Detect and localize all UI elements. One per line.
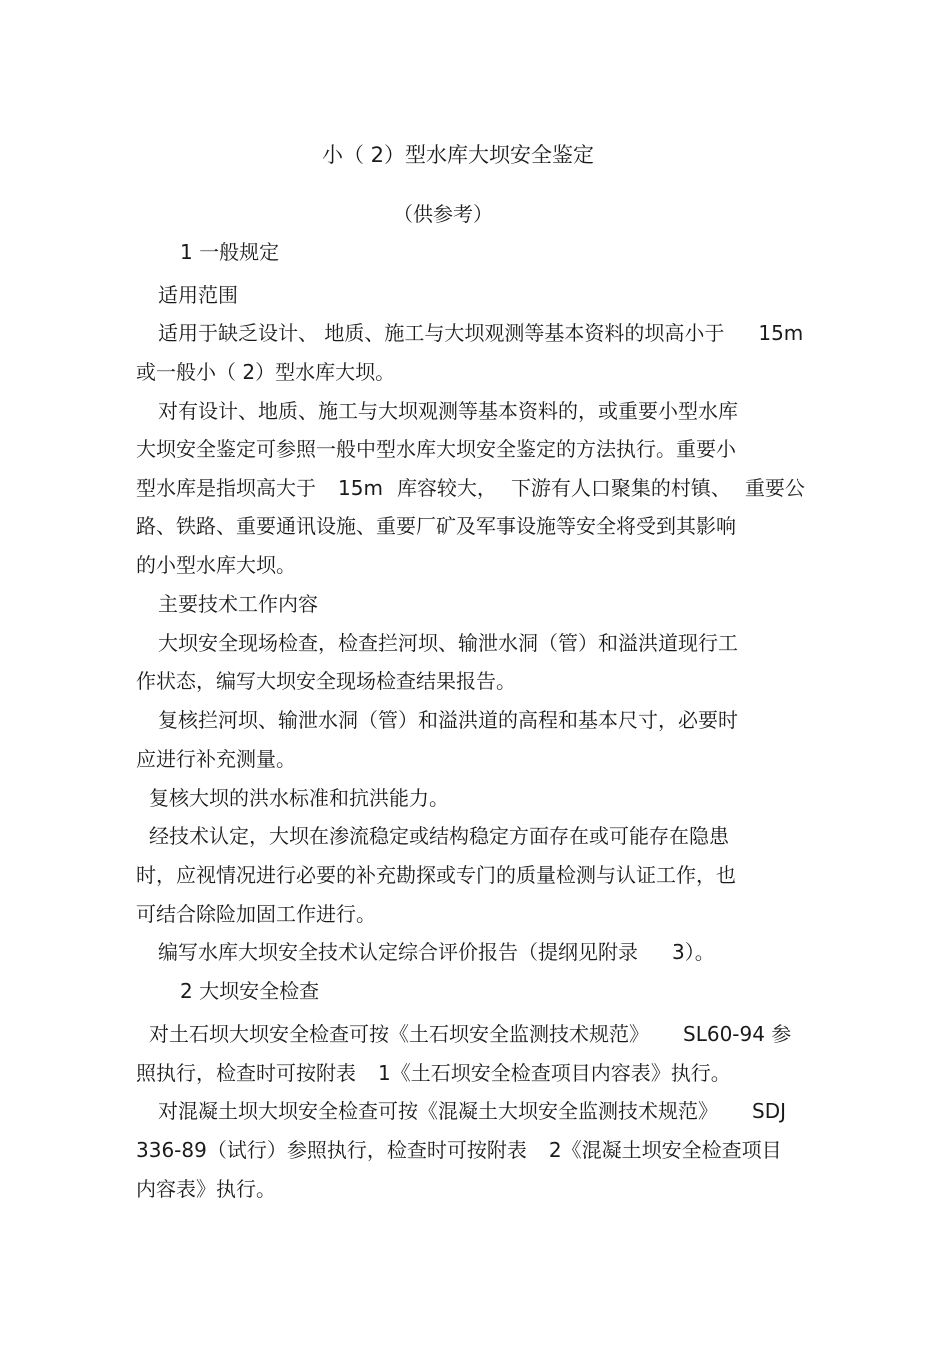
paragraph-line: 可结合除险加固工作进行。 xyxy=(136,902,376,926)
section-2-heading: 2 大坝安全检查 xyxy=(180,979,320,1003)
paragraph-line: 路、铁路、重要通讯设施、重要厂矿及军事设施等安全将受到其影响 xyxy=(136,514,736,538)
text-segment: 15m xyxy=(338,476,383,500)
text-segment: 适用于缺乏设计、 地质、施工与大坝观测等基本资料的坝高小于 xyxy=(158,321,725,345)
paragraph-line: 复核拦河坝、输泄水洞（管）和溢洪道的高程和基本尺寸，必要时 xyxy=(158,708,738,732)
paragraph-line xyxy=(136,1059,731,1087)
paragraph-line: 作状态，编写大坝安全现场检查结果报告。 xyxy=(136,669,516,693)
text-segment: 336-89（试行）参照执行，检查时可按附表 xyxy=(136,1138,527,1162)
paragraph-line xyxy=(158,938,715,966)
text-segment: 1《土石坝安全检查项目内容表》执行。 xyxy=(378,1061,731,1085)
paragraph-line: 对有设计、地质、施工与大坝观测等基本资料的，或重要小型水库 xyxy=(158,399,738,423)
paragraph-line xyxy=(136,474,805,502)
document-title: 小（ 2）型水库大坝安全鉴定 xyxy=(322,143,595,167)
text-segment: 15m xyxy=(758,321,804,345)
paragraph-line xyxy=(158,319,803,347)
subsection-tasks-heading: 主要技术工作内容 xyxy=(158,592,318,616)
subsection-scope-heading: 适用范围 xyxy=(158,283,238,307)
text-segment: 2《混凝土坝安全检查项目 xyxy=(548,1138,782,1162)
paragraph-line: 大坝安全鉴定可参照一般中型水库大坝安全鉴定的方法执行。重要小 xyxy=(136,437,736,461)
text-segment: 重要公 xyxy=(744,476,805,500)
paragraph-line: 内容表》执行。 xyxy=(136,1177,276,1201)
text-segment: 库容较大， xyxy=(396,476,497,500)
paragraph-line: 大坝安全现场检查，检查拦河坝、输泄水洞（管）和溢洪道现行工 xyxy=(158,631,738,655)
paragraph-line: 时，应视情况进行必要的补充勘探或专门的质量检测与认证工作，也 xyxy=(136,863,736,887)
text-segment: SL60-94 参 xyxy=(683,1022,792,1046)
text-segment: SDJ xyxy=(752,1099,786,1123)
paragraph-line: 经技术认定，大坝在渗流稳定或结构稳定方面存在或可能存在隐患 xyxy=(149,824,729,848)
text-segment: 对混凝土坝大坝安全检查可按《混凝土大坝安全监测技术规范》 xyxy=(158,1099,718,1123)
paragraph-line xyxy=(158,1097,786,1125)
paragraph-line: 复核大坝的洪水标准和抗洪能力。 xyxy=(149,786,449,810)
text-segment: 3）。 xyxy=(672,940,715,964)
text-segment: 照执行，检查时可按附表 xyxy=(136,1061,356,1085)
paragraph-line xyxy=(149,1020,791,1048)
paragraph-line xyxy=(136,1136,782,1164)
text-segment: 对土石坝大坝安全检查可按《土石坝安全监测技术规范》 xyxy=(149,1022,649,1046)
paragraph-line: 应进行补充测量。 xyxy=(136,747,296,771)
text-segment: 编写水库大坝安全技术认定综合评价报告（提纲见附录 xyxy=(158,940,638,964)
section-1-heading: 1 一般规定 xyxy=(180,240,280,264)
paragraph-line: 的小型水库大坝。 xyxy=(136,553,296,577)
text-segment: 型水库是指坝高大于 xyxy=(136,476,316,500)
paragraph-line: 或一般小（ 2）型水库大坝。 xyxy=(136,360,396,384)
document-subtitle: （供参考） xyxy=(393,202,493,226)
text-segment: 下游有人口聚集的村镇、 xyxy=(510,476,731,500)
